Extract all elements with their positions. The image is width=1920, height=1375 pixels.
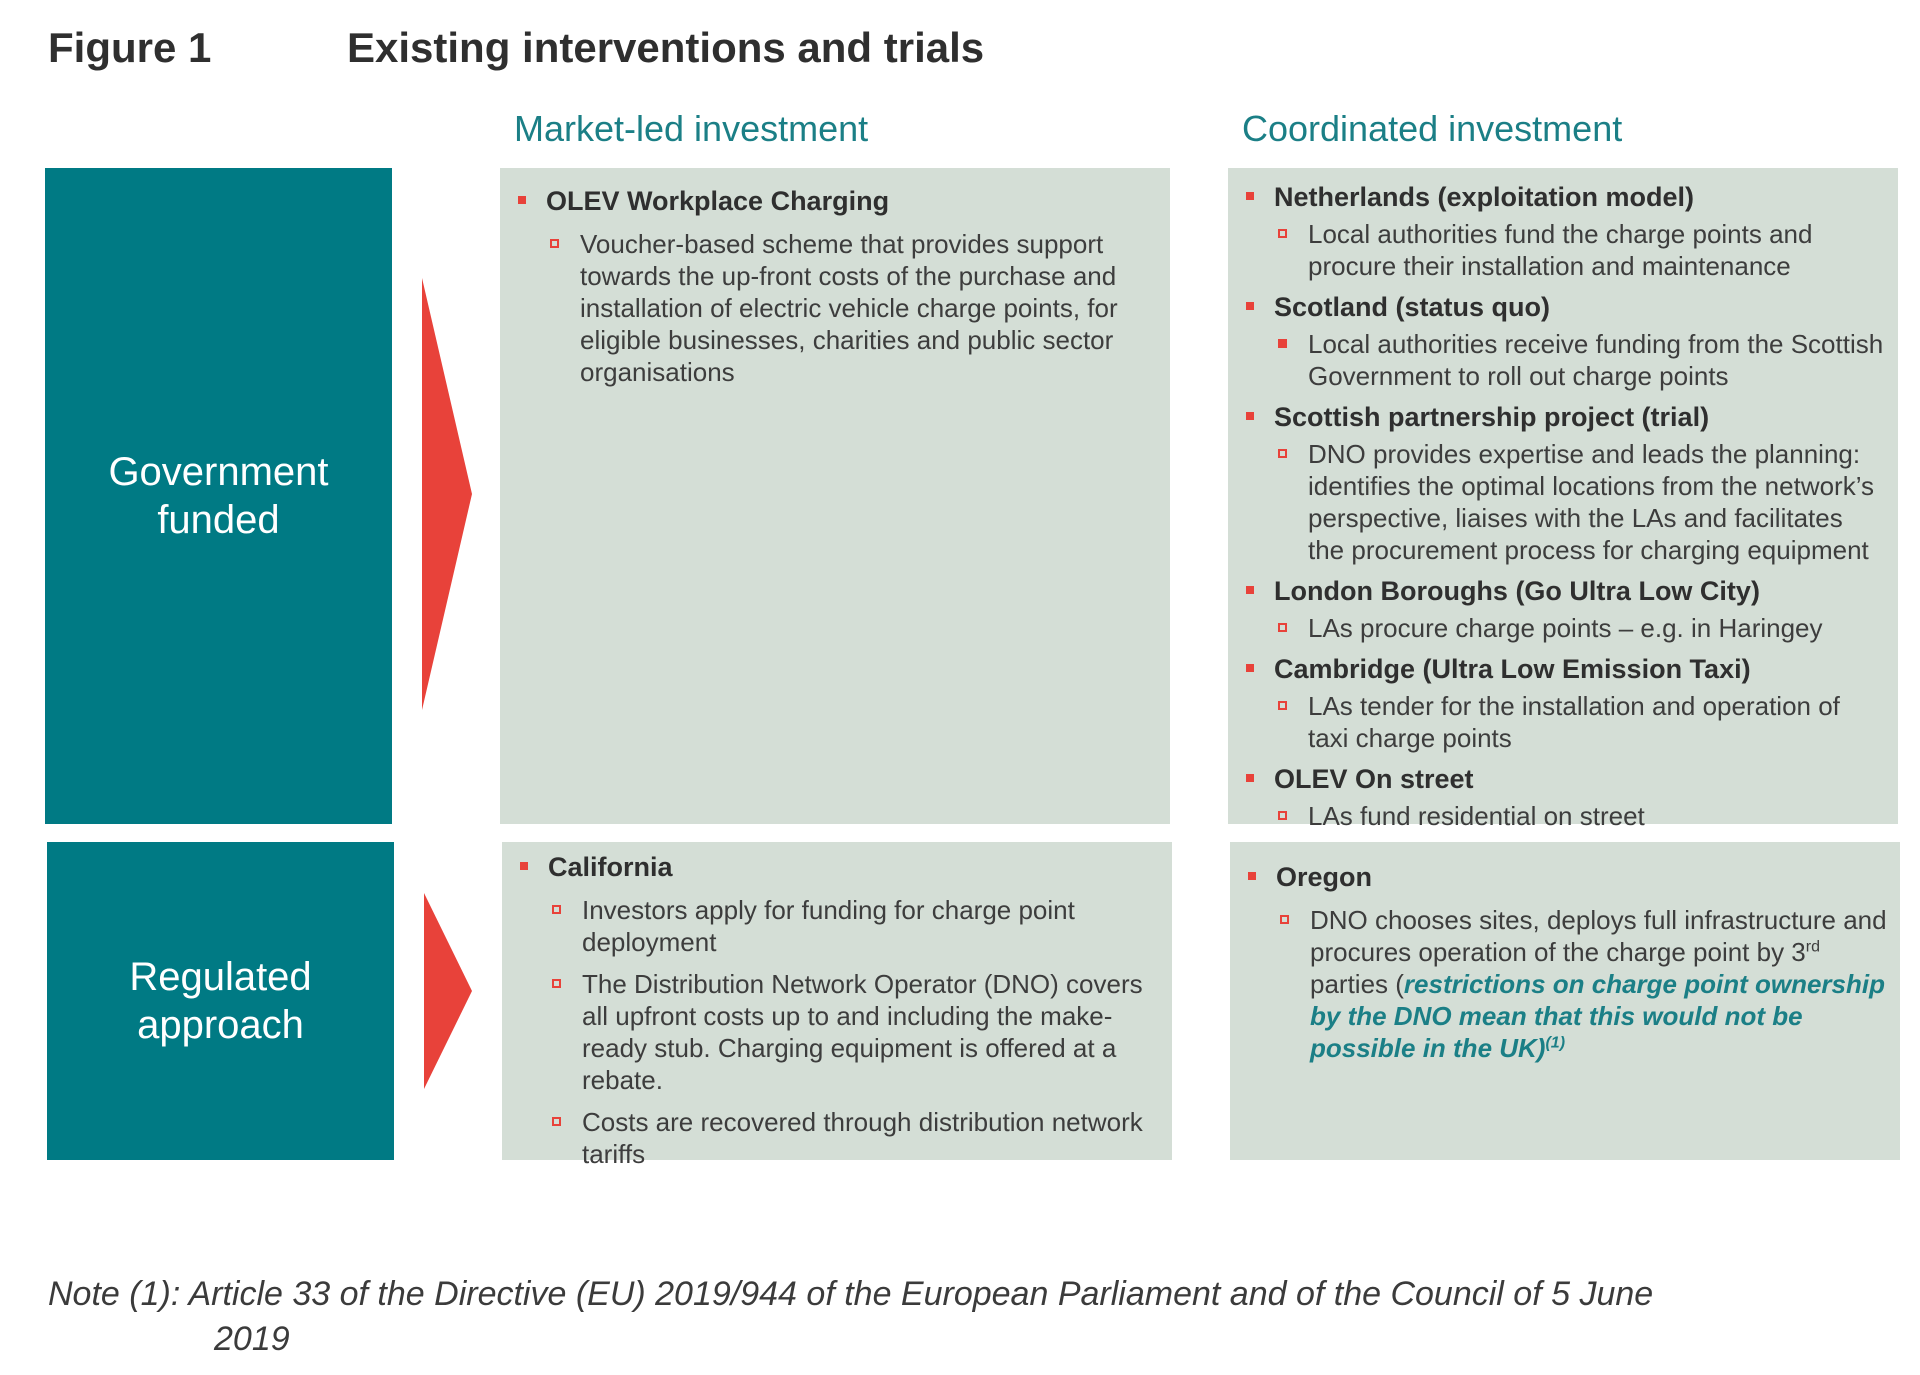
footnote	[48, 1272, 1888, 1362]
panel-government-coordinated	[1228, 168, 1898, 831]
sub-item	[1274, 218, 1886, 282]
footnote-line: 2019	[214, 1320, 290, 1358]
ordinal-suffix: rd	[1805, 938, 1820, 956]
item-title: Cambridge (Ultra Low Emission Taxi)	[1274, 654, 1751, 684]
item-title: Scotland (status quo)	[1274, 292, 1550, 322]
square-bullet-icon	[520, 862, 528, 870]
list-item	[1242, 652, 1886, 754]
sub-item-text: Local authorities receive funding from the Scottish Government to roll out charge points	[1308, 329, 1884, 391]
arrow-right-icon	[424, 893, 472, 1089]
square-bullet-icon	[1246, 412, 1254, 420]
column-header-market-led: Market-led investment	[514, 108, 869, 149]
item-title: Oregon	[1276, 862, 1373, 892]
figure-title: Existing interventions and trials	[347, 24, 985, 71]
square-bullet-icon	[1246, 302, 1254, 310]
square-bullet-icon	[1246, 774, 1254, 782]
sub-item-text: DNO chooses sites, deploys full infrastructure and procures operation of the charge point by 3	[1310, 905, 1887, 967]
sub-item-text: Investors apply for funding for charge point deployment	[582, 895, 1075, 957]
footnote-line: Note (1): Article 33 of the Directive (EU) 2019/944 of the European Parliament and of the Council of 5 June	[48, 1275, 1654, 1313]
list-item	[514, 184, 1156, 388]
row-label-regulated-approach	[47, 842, 394, 1160]
hollow-square-bullet-icon	[1278, 449, 1287, 458]
sub-item	[1276, 904, 1888, 1064]
hollow-square-bullet-icon	[550, 239, 559, 248]
row-label-line: Government	[108, 450, 329, 494]
sub-item-text: Local authorities fund the charge points and procure their installation and maintenance	[1308, 219, 1813, 281]
sub-item-text: parties (	[1310, 969, 1404, 999]
row-label-line: Regulated	[129, 955, 312, 999]
sub-item-text: LAs fund residential on street	[1308, 801, 1645, 831]
sub-item	[1274, 612, 1886, 644]
square-bullet-icon	[518, 196, 526, 204]
row-label-line: funded	[157, 498, 280, 542]
item-title: OLEV On street	[1274, 764, 1474, 794]
list-item	[516, 850, 1158, 1170]
highlight-text: restrictions on charge point ownership by the DNO mean that this would not be possible in the UK)	[1310, 969, 1885, 1063]
row-label-government-funded	[45, 168, 392, 824]
panel-regulated-market	[502, 842, 1172, 1169]
sub-item-text: DNO provides expertise and leads the planning: identifies the optimal locations from the network’s perspective, liaises with the LAs and facilitates the procurement process for charging equipment	[1308, 439, 1875, 565]
sub-item	[1274, 800, 1886, 832]
sub-item	[1274, 438, 1886, 566]
sub-item	[546, 228, 1156, 388]
item-title: Scottish partnership project (trial)	[1274, 402, 1710, 432]
sub-item-text: Voucher-based scheme that provides support towards the up-front costs of the purchase and installation of electric vehicle charge points, for eligible businesses, charities and public sector organisations	[580, 229, 1118, 387]
sub-item	[1274, 690, 1886, 754]
sub-item	[548, 894, 1158, 958]
sub-item-text: The Distribution Network Operator (DNO) covers all upfront costs up to and including the make-ready stub. Charging equipment is offered at a rebate.	[582, 969, 1143, 1095]
sub-item	[1274, 328, 1886, 392]
list-item	[1242, 400, 1886, 566]
list-item	[1242, 762, 1886, 832]
list-item	[1242, 290, 1886, 392]
square-bullet-icon	[1246, 192, 1254, 200]
hollow-square-bullet-icon	[1280, 915, 1289, 924]
hollow-square-bullet-icon	[1278, 623, 1287, 632]
item-title: OLEV Workplace Charging	[546, 186, 890, 216]
sub-item-text: LAs tender for the installation and operation of taxi charge points	[1308, 691, 1840, 753]
column-header-coordinated: Coordinated investment	[1242, 108, 1623, 149]
square-bullet-icon	[1246, 664, 1254, 672]
item-title: London Boroughs (Go Ultra Low City)	[1274, 576, 1760, 606]
item-title: Netherlands (exploitation model)	[1274, 182, 1695, 212]
list-item	[1242, 180, 1886, 282]
hollow-square-bullet-icon	[552, 1117, 561, 1126]
square-bullet-icon	[1248, 872, 1256, 880]
panel-government-market	[500, 168, 1170, 824]
sub-item-text: Costs are recovered through distribution network tariffs	[582, 1107, 1143, 1169]
list-item	[1244, 860, 1888, 1064]
panel-regulated-coordinated	[1230, 842, 1900, 1160]
arrow-right-icon	[422, 278, 472, 710]
hollow-square-bullet-icon	[1278, 811, 1287, 820]
hollow-square-bullet-icon	[552, 905, 561, 914]
sub-item	[548, 1106, 1158, 1170]
square-bullet-icon	[1246, 586, 1254, 594]
sub-item	[548, 968, 1158, 1096]
square-bullet-icon	[1278, 339, 1287, 348]
note-reference: (1)	[1545, 1034, 1566, 1052]
hollow-square-bullet-icon	[552, 979, 561, 988]
list-item	[1242, 574, 1886, 644]
figure-number: Figure 1	[48, 24, 212, 71]
item-title: California	[548, 852, 673, 882]
row-label-line: approach	[137, 1003, 304, 1047]
hollow-square-bullet-icon	[1278, 701, 1287, 710]
hollow-square-bullet-icon	[1278, 229, 1287, 238]
sub-item-text: LAs procure charge points – e.g. in Haringey	[1308, 613, 1823, 643]
